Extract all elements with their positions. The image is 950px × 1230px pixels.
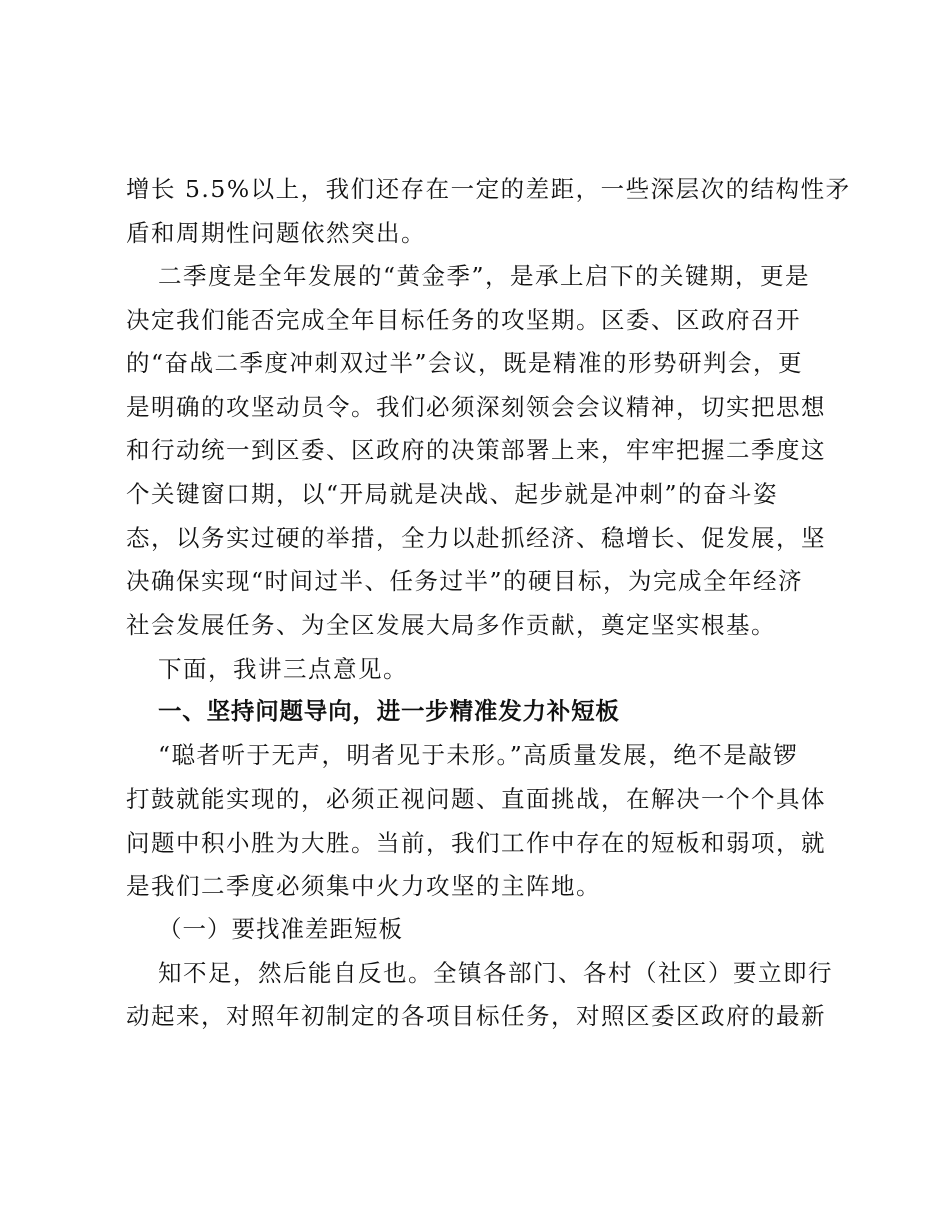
text-line: 的“奋战二季度冲刺双过半”会议，既是精准的形势研判会，更 <box>126 349 804 377</box>
text-line: 打鼓就能实现的，必须正视问题、直面挑战，在解决一个个具体 <box>126 785 826 813</box>
text-line: 社会发展任务、为全区发展大局多作贡献，奠定坚实根基。 <box>126 611 776 639</box>
text-line: 盾和周期性问题依然突出。 <box>126 219 426 247</box>
text-line: 态，以务实过硬的举措，全力以赴抓经济、稳增长、促发展，坚 <box>126 524 826 552</box>
text-line: 决确保实现“时间过半、任务过半”的硬目标，为完成全年经济 <box>126 567 804 595</box>
text-line: 动起来，对照年初制定的各项目标任务，对照区委区政府的最新 <box>126 1002 826 1030</box>
text-line: 增长 5.5%以上，我们还存在一定的差距，一些深层次的结构性矛 <box>126 175 851 203</box>
paragraph-start: “聪者听于无声，明者见于未形。”高质量发展，绝不是敲锣 <box>158 741 799 769</box>
paragraph-start: 下面，我讲三点意见。 <box>158 655 408 683</box>
paragraph-start: 二季度是全年发展的“黄金季”，是承上启下的关键期，更是 <box>158 262 811 290</box>
text-line: 是明确的攻坚动员令。我们必须深刻领会会议精神，切实把思想 <box>126 393 826 421</box>
paragraph-start: 知不足，然后能自反也。全镇各部门、各村（社区）要立即行 <box>158 959 833 987</box>
subsection-heading: （一）要找准差距短板 <box>158 915 403 943</box>
text-line: 和行动统一到区委、区政府的决策部署上来，牢牢把握二季度这 <box>126 436 826 464</box>
text-line: 问题中积小胜为大胜。当前，我们工作中存在的短板和弱项，就 <box>126 829 826 857</box>
text-line: 决定我们能否完成全年目标任务的攻坚期。区委、区政府召开 <box>126 306 801 334</box>
text-line: 是我们二季度必须集中火力攻坚的主阵地。 <box>126 872 601 900</box>
section-heading: 一、坚持问题导向，进一步精准发力补短板 <box>158 697 620 725</box>
text-line: 个关键窗口期，以“开局就是决战、起步就是冲刺”的奋斗姿 <box>126 480 779 508</box>
